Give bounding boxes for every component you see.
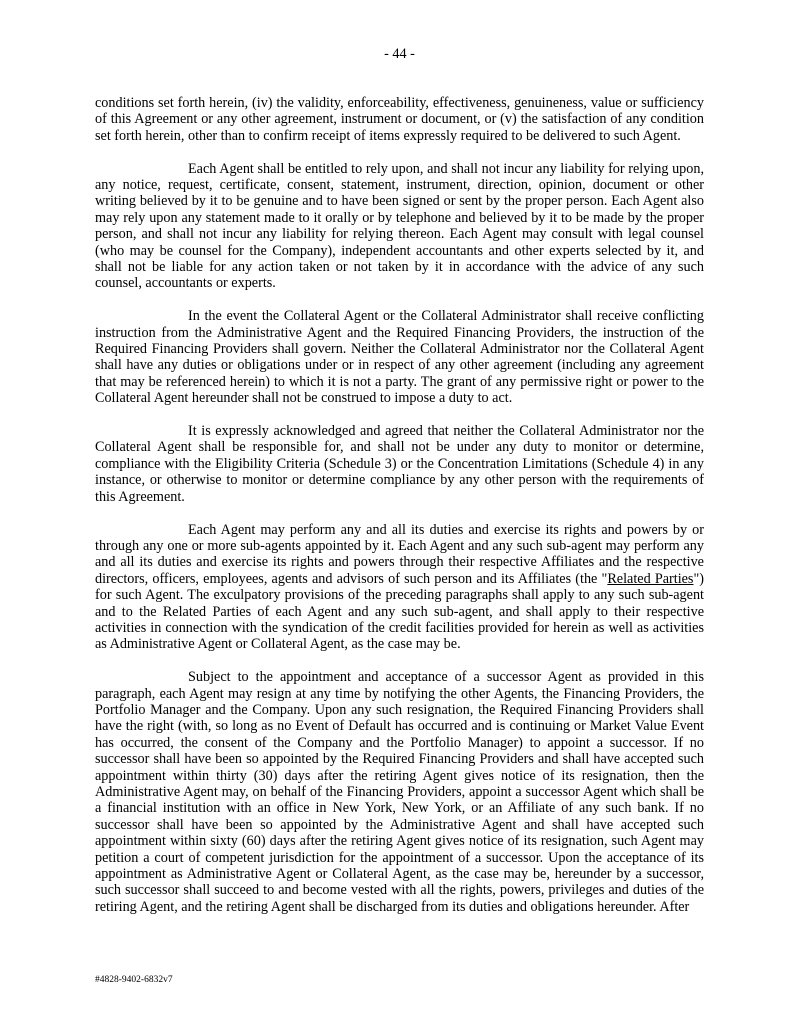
sub-agents-text-after: ") for such Agent. The exculpatory provisions of the preceding paragraphs shall apply to any such sub-agent and to the Related Parties of each Agent and any such sub-agent, and shall apply to their respective activities in connection with the syndication of the credit facilities provided for herein as well as activities as Administrative Agent or Collateral Agent, as the case may be. [95,570,704,653]
paragraph-conflicting-instruction: In the event the Collateral Agent or the Collateral Administrator shall receive conflicting instruction from the Administrative Agent and the Required Financing Providers, the instruction of the Required Financing Providers shall govern. Neither the Collateral Administrator nor the Collateral Agent shall have any duties or obligations under or in respect of any other agreement (including any agreement that may be referenced herein) to which it is not a party. The grant of any permissive right or power to the Collateral Agent hereunder shall not be construed to impose a duty to act. [95,308,704,407]
document-body [95,95,704,932]
paragraph-sub-agents [95,522,704,653]
page-number: - 44 - [384,46,415,62]
defined-term-related-parties: Related Parties [607,570,694,587]
paragraph-no-monitoring-duty: It is expressly acknowledged and agreed that neither the Collateral Administrator nor the Collateral Agent shall be responsible for, and shall not be under any duty to monitor or determine, compliance with the Eligibility Criteria (Schedule 3) or the Concentration Limitations (Schedule 4) in any instance, or otherwise to monitor or determine compliance by any other person with the requirements of this Agreement. [95,423,704,505]
document-id-footer: #4828-9402-6832v7 [95,975,173,985]
paragraph-reliance: Each Agent shall be entitled to rely upon, and shall not incur any liability for relying upon, any notice, request, certificate, consent, statement, instrument, direction, opinion, document or other writing believed by it to be genuine and to have been signed or sent by the proper person. Each Agent also may rely upon any statement made to it orally or by telephone and believed by it to be made by the proper person, and shall not incur any liability for relying thereon. Each Agent may consult with legal counsel (who may be counsel for the Company), independent accountants and other experts selected by it, and shall not be liable for any action taken or not taken by it in accordance with the advice of any such counsel, accountants or experts. [95,160,704,292]
paragraph-resignation: Subject to the appointment and acceptance of a successor Agent as provided in this paragraph, each Agent may resign at any time by notifying the other Agents, the Financing Providers, the Portfolio Manager and the Company. Upon any such resignation, the Required Financing Providers shall have the right (with, so long as no Event of Default has occurred and is continuing or Market Value Event has occurred, the consent of the Company and the Portfolio Manager) to appoint a successor. If no successor shall have been so appointed by the Required Financing Providers and shall have accepted such appointment within thirty (30) days after the retiring Agent gives notice of its resignation, then the Administrative Agent may, on behalf of the Financing Providers, appoint a successor Agent which shall be a financial institution with an office in New York, New York, or an Affiliate of any such bank. If no successor shall have been so appointed by the Administrative Agent and shall have accepted such appointment within sixty (60) days after the retiring Agent gives notice of its resignation, such Agent may petition a court of competent jurisdiction for the appointment of a successor. Upon the acceptance of its appointment as Administrative Agent or Collateral Agent, as the case may be, hereunder by a successor, such successor shall succeed to and become vested with all the rights, powers, privileges and duties of the retiring Agent, and the retiring Agent shall be discharged from its duties and obligations hereunder. After [95,669,704,915]
sub-agents-text-before: Each Agent may perform any and all its duties and exercise its rights and powers by or through any one or more sub-agents appointed by it. Each Agent and any such sub-agent may perform any and all its duties and exercise its rights and powers through their respective Affiliates and the respective directors, officers, employees, agents and advisors of such person and its Affiliates (the " [95,521,704,587]
paragraph-continuation: conditions set forth herein, (iv) the validity, enforceability, effectiveness, genuineness, value or sufficiency of this Agreement or any other agreement, instrument or document, or (v) the satisfaction of any condition set forth herein, other than to confirm receipt of items expressly required to be delivered to such Agent. [95,95,704,144]
